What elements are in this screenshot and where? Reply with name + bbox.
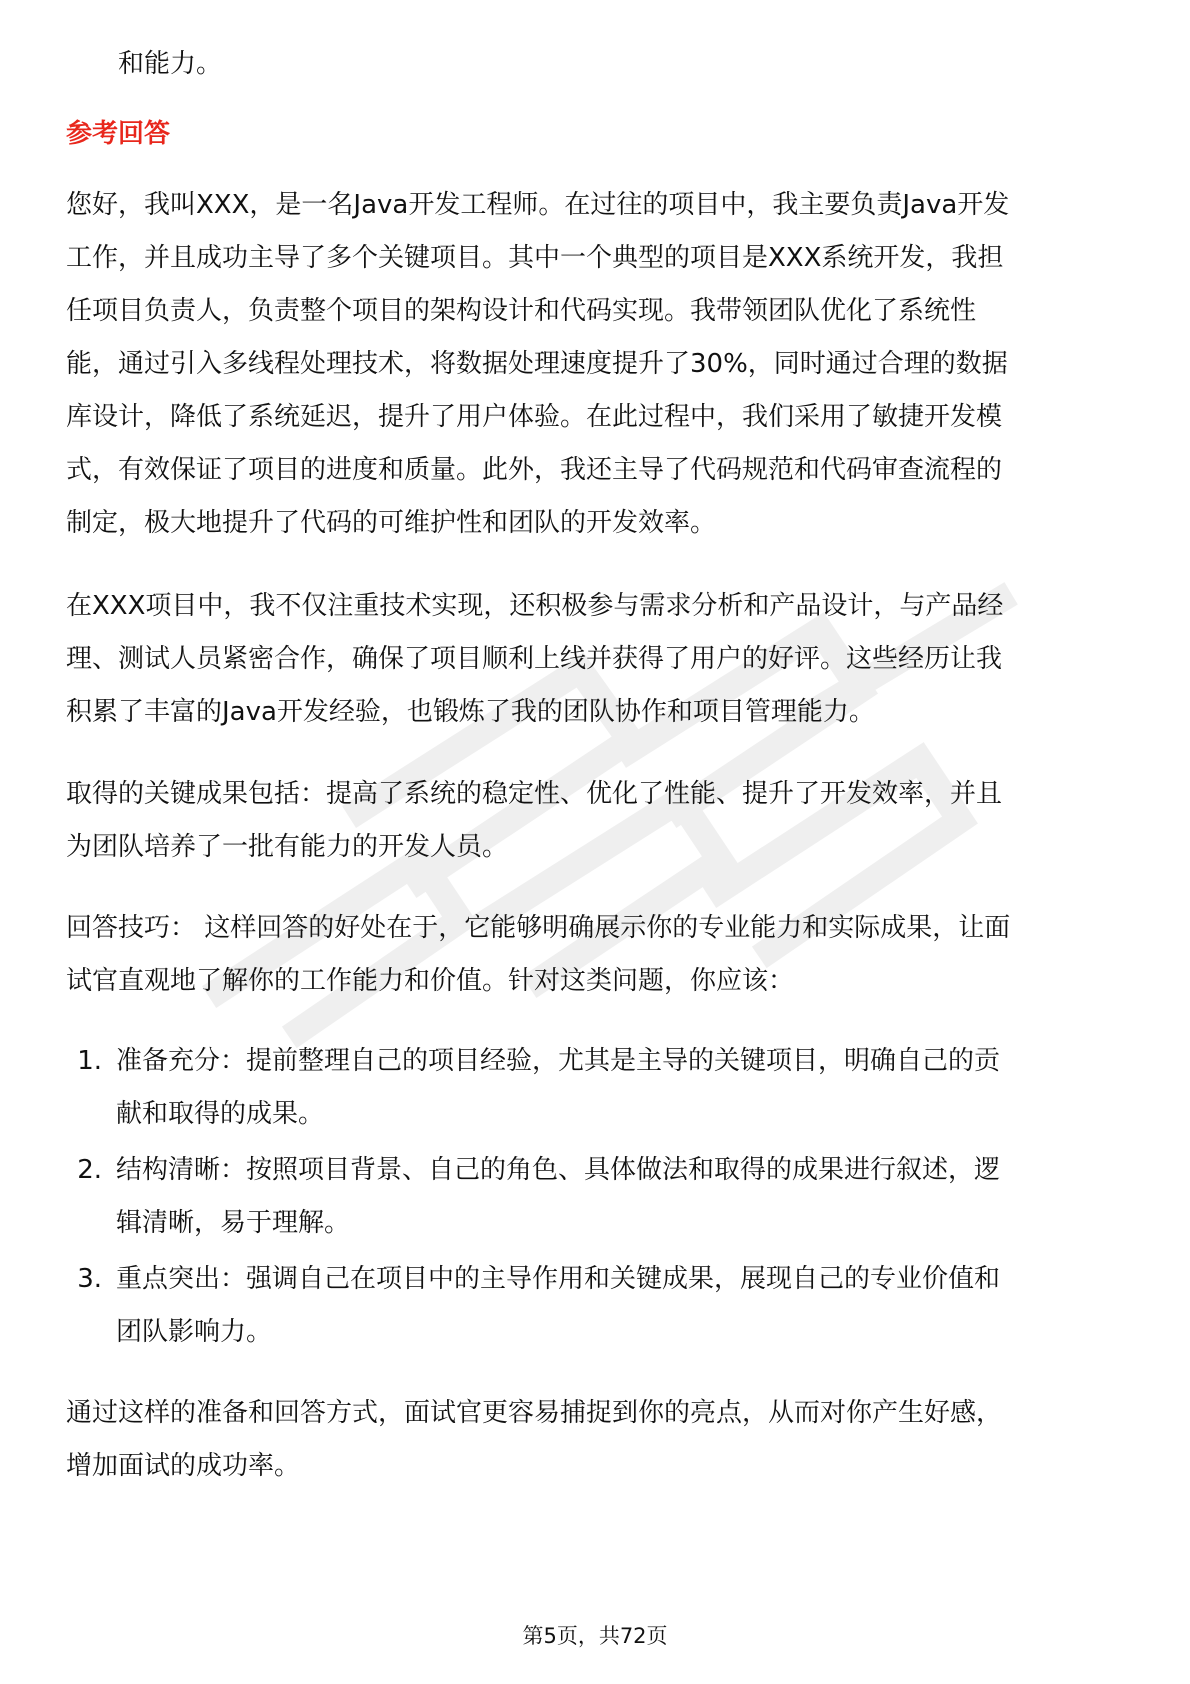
paragraph-line: 能，通过引入多线程处理技术，将数据处理速度提升了30%，同时通过合理的数据 — [66, 349, 1008, 379]
list-number: 3. — [77, 1264, 102, 1294]
paragraph-line: 试官直观地了解你的工作能力和价值。针对这类问题，你应该： — [66, 966, 795, 996]
paragraph-line: 为团队培养了一批有能力的开发人员。 — [66, 832, 509, 862]
paragraph-line: 积累了丰富的Java开发经验，也锻炼了我的团队协作和项目管理能力。 — [66, 697, 875, 727]
list-number: 1. — [77, 1046, 102, 1076]
list-item-line: 辑清晰，易于理解。 — [116, 1208, 351, 1238]
paragraph-line: 理、测试人员紧密合作，确保了项目顺利上线并获得了用户的好评。这些经历让我 — [66, 644, 1003, 674]
paragraph-line: 制定，极大地提升了代码的可维护性和团队的开发效率。 — [66, 508, 717, 538]
list-item-line: 准备充分：提前整理自己的项目经验，尤其是主导的关键项目，明确自己的贡 — [116, 1046, 1001, 1076]
paragraph-line: 在XXX项目中，我不仅注重技术实现，还积极参与需求分析和产品设计，与产品经 — [66, 591, 1004, 621]
paragraph-line: 取得的关键成果包括：提高了系统的稳定性、优化了性能、提升了开发效率，并且 — [66, 779, 1003, 809]
list-number: 2. — [77, 1155, 102, 1185]
paragraph-line: 通过这样的准备和回答方式，面试官更容易捕捉到你的亮点，从而对你产生好感， — [66, 1398, 1003, 1428]
list-item-line: 团队影响力。 — [116, 1317, 273, 1347]
list-item-line: 献和取得的成果。 — [116, 1099, 325, 1129]
paragraph-line: 工作，并且成功主导了多个关键项目。其中一个典型的项目是XXX系统开发，我担 — [66, 243, 1004, 273]
paragraph-line: 增加面试的成功率。 — [66, 1451, 301, 1481]
continuation-text: 和能力。 — [118, 49, 223, 79]
list-item-line: 结构清晰：按照项目背景、自己的角色、具体做法和取得的成果进行叙述，逻 — [116, 1155, 1001, 1185]
section-heading: 参考回答 — [66, 119, 171, 149]
paragraph-line: 式，有效保证了项目的进度和质量。此外，我还主导了代码规范和代码审查流程的 — [66, 455, 1003, 485]
paragraph-line: 库设计，降低了系统延迟，提升了用户体验。在此过程中，我们采用了敏捷开发模 — [66, 402, 1003, 432]
paragraph-line: 任项目负责人，负责整个项目的架构设计和代码实现。我带领团队优化了系统性 — [66, 296, 977, 326]
list-item-line: 重点突出：强调自己在项目中的主导作用和关键成果，展现自己的专业价值和 — [116, 1264, 1001, 1294]
paragraph-line: 您好，我叫XXX，是一名Java开发工程师。在过往的项目中，我主要负责Java开发 — [66, 190, 1010, 220]
paragraph-line: 回答技巧： 这样回答的好处在于，它能够明确展示你的专业能力和实际成果，让面 — [66, 913, 1011, 943]
page-number: 第5页，共72页 — [522, 1624, 668, 1648]
